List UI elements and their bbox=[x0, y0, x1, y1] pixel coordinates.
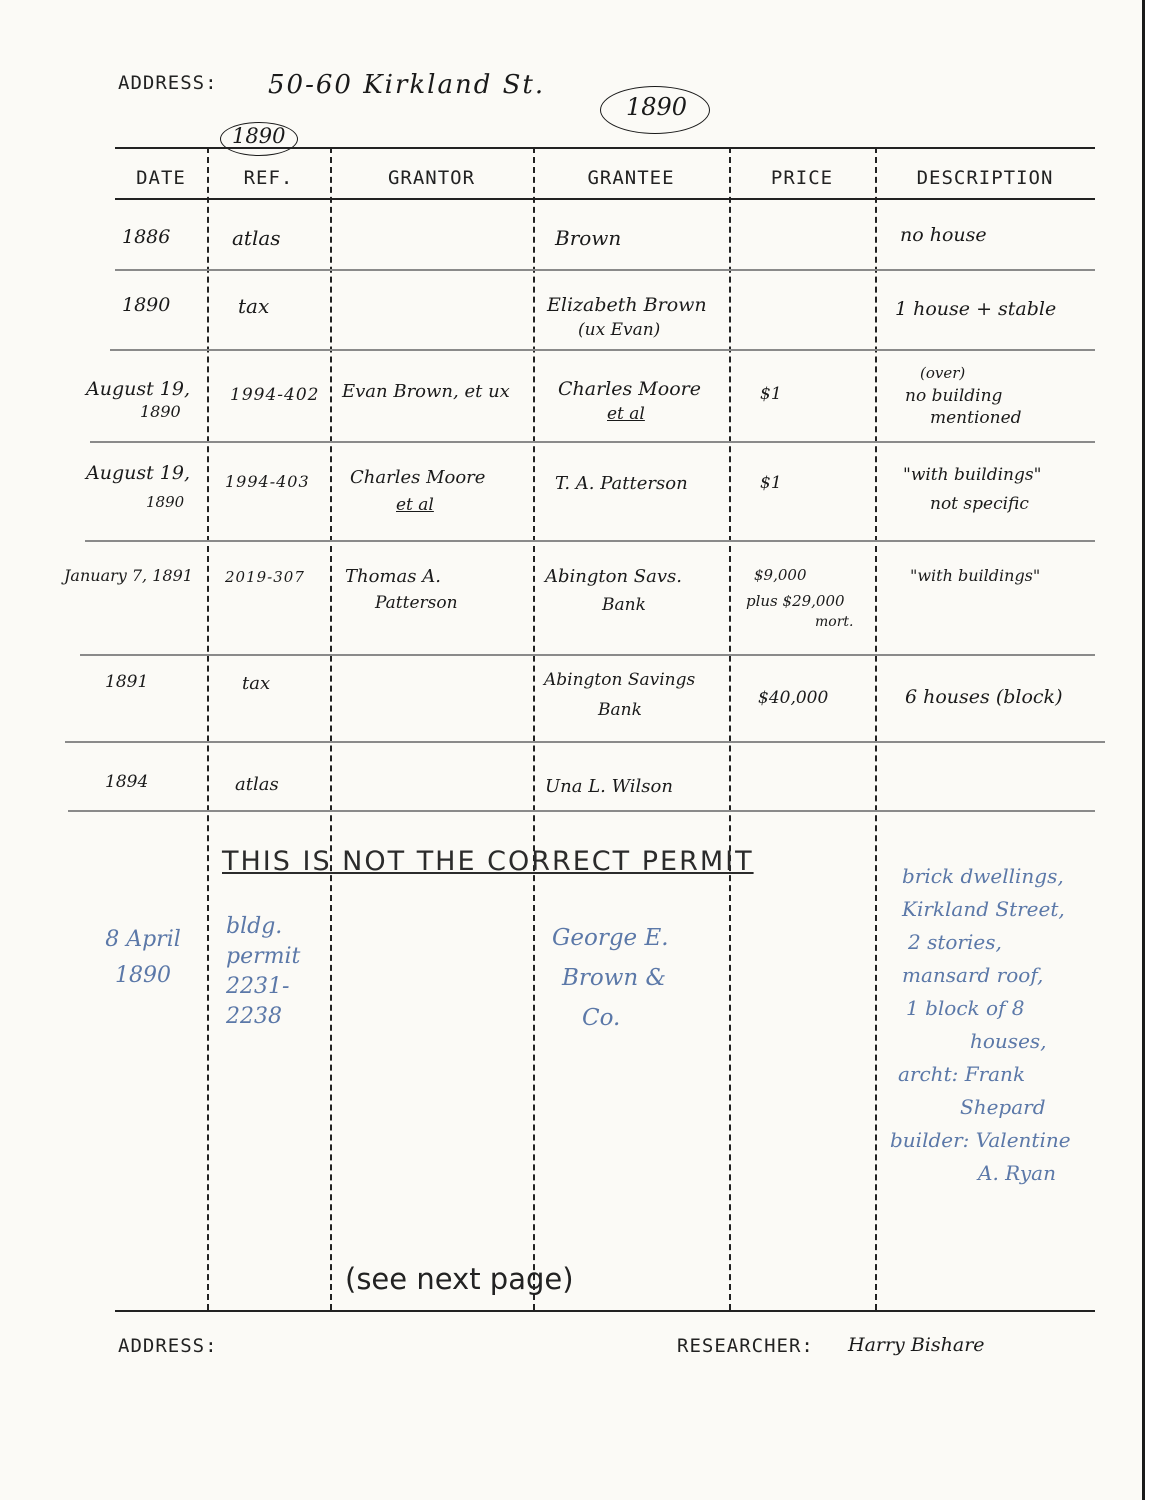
row-6-date: 1891 bbox=[105, 672, 149, 692]
address-value: 50-60 Kirkland St. bbox=[268, 70, 546, 100]
not-correct-permit-note: THIS IS NOT THE CORRECT PERMIT bbox=[222, 846, 754, 877]
permit-desc-line: houses, bbox=[970, 1029, 1047, 1053]
column-divider-4 bbox=[729, 147, 731, 1310]
column-divider-3 bbox=[533, 147, 535, 1310]
table-header-rule bbox=[115, 198, 1095, 200]
permit-ref-line: permit bbox=[226, 944, 301, 969]
row-3-grantee-etal: et al bbox=[607, 404, 645, 424]
ref-year-circled-text: 1890 bbox=[232, 124, 286, 148]
column-header-price: PRICE bbox=[770, 167, 834, 189]
permit-ref-line: bldg. bbox=[226, 914, 283, 939]
row-3-price: $1 bbox=[760, 384, 782, 404]
row-4-grantor: Charles Moore bbox=[350, 467, 486, 488]
permit-grantee bbox=[552, 918, 722, 1038]
row-5-price-2: plus $29,000 bbox=[746, 592, 845, 610]
row-3-description-over: (over) bbox=[920, 364, 966, 382]
row-4-description: "with buildings" bbox=[903, 465, 1042, 485]
row-4-description-2: not specific bbox=[930, 494, 1029, 514]
column-divider-5 bbox=[875, 147, 877, 1310]
row-5-grantor: Thomas A. bbox=[345, 566, 441, 587]
row-3-description-2: mentioned bbox=[930, 408, 1022, 428]
row-6-description: 6 houses (block) bbox=[905, 686, 1063, 708]
row-2-grantee-note: (ux Evan) bbox=[578, 320, 661, 340]
see-next-page-note: (see next page) bbox=[345, 1262, 574, 1296]
researcher-label: RESEARCHER: bbox=[677, 1335, 814, 1357]
row-1-description: no house bbox=[900, 224, 987, 246]
row-5-price-3: mort. bbox=[815, 614, 854, 630]
row-4-ref: 1994-403 bbox=[225, 472, 310, 491]
permit-date-line: 8 April bbox=[105, 927, 181, 952]
year-circled-text: 1890 bbox=[626, 93, 688, 121]
row-6-grantee: Abington Savings bbox=[544, 670, 696, 690]
permit-desc-line: Shepard bbox=[960, 1095, 1046, 1119]
column-header-description: DESCRIPTION bbox=[916, 167, 1054, 189]
permit-desc-line: A. Ryan bbox=[978, 1161, 1056, 1185]
row-4-date-year: 1890 bbox=[146, 493, 185, 511]
row-1-date: 1886 bbox=[122, 226, 171, 248]
permit-ref-line: 2238 bbox=[226, 1004, 282, 1029]
row-7-grantee: Una L. Wilson bbox=[545, 776, 673, 797]
column-divider-2 bbox=[330, 147, 332, 1310]
row-3-date-year: 1890 bbox=[140, 402, 181, 421]
row-rule-6 bbox=[65, 741, 1105, 743]
row-rule-2 bbox=[110, 349, 1095, 351]
row-6-price: $40,000 bbox=[758, 688, 829, 708]
row-2-ref: tax bbox=[238, 294, 270, 318]
row-2-grantee: Elizabeth Brown bbox=[547, 294, 707, 316]
column-header-date: DATE bbox=[136, 167, 186, 189]
row-5-grantee: Abington Savs. bbox=[545, 566, 682, 587]
row-rule-1 bbox=[115, 269, 1095, 271]
permit-desc-line: mansard roof, bbox=[902, 963, 1044, 987]
permit-date-line: 1890 bbox=[115, 963, 171, 988]
permit-desc-line: 2 stories, bbox=[908, 930, 1002, 954]
column-divider-1 bbox=[207, 147, 209, 1310]
column-header-ref: REF. bbox=[243, 167, 294, 189]
permit-grantee-line: George E. bbox=[552, 925, 669, 951]
permit-description bbox=[890, 860, 1135, 1190]
row-3-ref: 1994-402 bbox=[230, 385, 320, 405]
footer-address-label: ADDRESS: bbox=[118, 1335, 218, 1357]
row-5-description: "with buildings" bbox=[910, 566, 1041, 585]
row-6-ref: tax bbox=[242, 673, 271, 694]
table-bottom-rule bbox=[115, 1310, 1095, 1312]
permit-desc-line: archt: Frank bbox=[898, 1062, 1026, 1086]
row-rule-3 bbox=[90, 441, 1095, 443]
row-4-price: $1 bbox=[760, 473, 782, 493]
row-5-grantee-2: Bank bbox=[602, 595, 646, 615]
row-rule-4 bbox=[85, 540, 1095, 542]
row-1-ref: atlas bbox=[232, 226, 281, 250]
table-top-rule bbox=[115, 147, 1095, 149]
permit-desc-line: 1 block of 8 bbox=[906, 996, 1025, 1020]
row-5-date: January 7, 1891 bbox=[64, 566, 193, 585]
permit-desc-line: builder: Valentine bbox=[890, 1128, 1071, 1152]
row-4-date: August 19, bbox=[86, 462, 190, 484]
row-5-price: $9,000 bbox=[754, 566, 807, 584]
researcher-signature: Harry Bishare bbox=[848, 1334, 985, 1356]
row-7-ref: atlas bbox=[235, 774, 279, 795]
column-header-grantee: GRANTEE bbox=[587, 167, 675, 189]
row-5-ref: 2019-307 bbox=[225, 568, 305, 586]
permit-reference bbox=[226, 912, 326, 1032]
row-5-grantor-2: Patterson bbox=[375, 593, 458, 613]
column-header-grantor: GRANTOR bbox=[387, 167, 476, 189]
row-4-grantee: T. A. Patterson bbox=[555, 473, 688, 494]
row-3-grantee: Charles Moore bbox=[558, 378, 701, 400]
row-7-date: 1894 bbox=[105, 772, 149, 792]
permit-date bbox=[88, 922, 198, 994]
address-label: ADDRESS: bbox=[118, 72, 218, 94]
row-3-grantor: Evan Brown, et ux bbox=[342, 381, 510, 402]
row-2-date: 1890 bbox=[122, 294, 171, 316]
permit-grantee-line: Brown & bbox=[562, 965, 667, 991]
row-rule-7 bbox=[68, 810, 1095, 812]
permit-ref-line: 2231- bbox=[226, 974, 290, 999]
row-rule-5 bbox=[80, 654, 1095, 656]
permit-desc-line: Kirkland Street, bbox=[902, 897, 1065, 921]
row-6-grantee-2: Bank bbox=[598, 700, 642, 720]
row-3-description: no building bbox=[905, 386, 1003, 406]
permit-grantee-line: Co. bbox=[582, 1005, 621, 1031]
row-1-grantee: Brown bbox=[555, 226, 622, 250]
row-3-date: August 19, bbox=[86, 378, 190, 400]
permit-desc-line: brick dwellings, bbox=[902, 864, 1064, 888]
row-2-description: 1 house + stable bbox=[895, 298, 1057, 320]
row-4-grantor-etal: et al bbox=[396, 495, 434, 515]
